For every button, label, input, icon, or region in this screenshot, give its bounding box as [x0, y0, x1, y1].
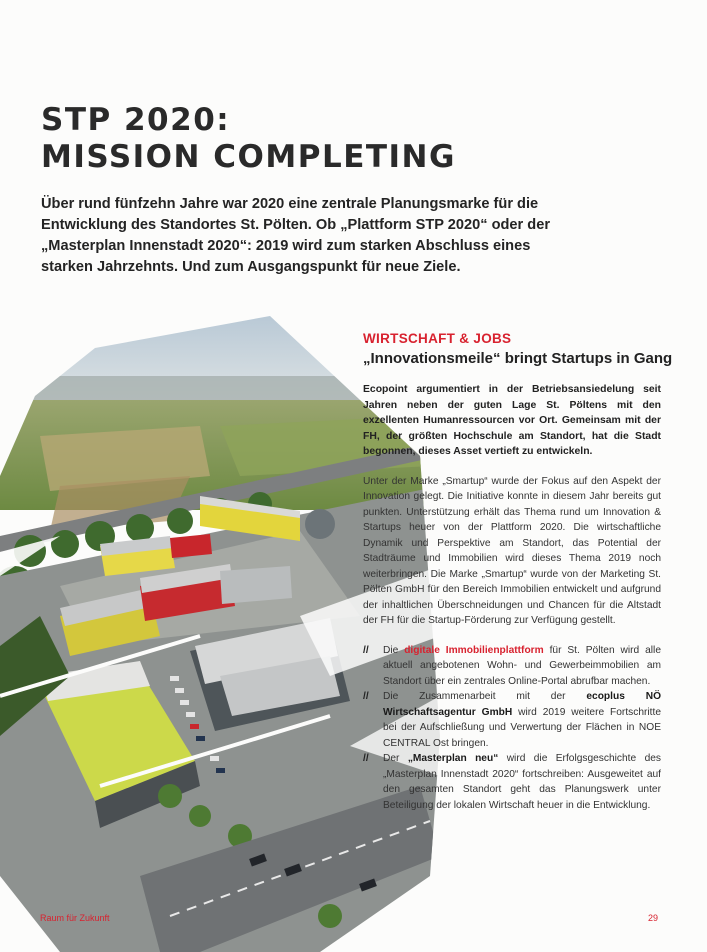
title-line-1: STP 2020: — [41, 102, 231, 138]
building-grey — [220, 566, 292, 604]
page-number: 29 — [648, 913, 659, 923]
sidebar-article — [363, 331, 673, 813]
footer-section-title: Raum für Zukunft — [40, 913, 110, 923]
bullet-list — [363, 643, 661, 814]
bullet-highlight: „Masterplan neu“ — [407, 753, 499, 765]
list-item: // Der „Masterplan neu“ wird die Erfolgsgeschichte des „Masterplan Innenstadt 2020“ fortschreiben: Ausgeweitet auf den gesamten Standort geht das Planungswerk unter Beteiligung der lokalen Wirtschaft heuer in die Entwicklung. — [363, 753, 661, 811]
bullet-mark: // — [363, 691, 369, 703]
list-item: // Die Zusammenarbeit mit der ecoplus NÖ Wirtschaftsagentur GmbH wird 2019 weitere Fortschritte bei der Aufschließung und Verwertung der Flächen in NOE CENTRAL Ost bringen. — [363, 691, 661, 749]
article-body: Unter der Marke „Smartup“ wurde der Fokus auf den Aspekt der Innovation gelegt. Die Initiative konnte in diesem Jahr bereits gut punkten. Unterstützung erhält das Thema rund um Innovation & Startups heuer von der Plattform 2020. Die wirtschaftliche Dynamik und Perspektive am Standort, das Potential der Stadträume und Immobilien wird dieses Thema 2019 noch weiterbringen. Die Marke „Smartup“ wurde von der Marketing St. Pölten GmbH für den Bereich Immobilien entwickelt und aufgrund der inhaltlichen Überschneidungen und Chancen für die Altstadt der FH für die Startup-Förderung zur Verfügung gestellt. — [363, 475, 661, 627]
round-building — [305, 509, 335, 539]
building-red — [170, 534, 212, 558]
page-title — [41, 102, 456, 176]
title-line-2: MISSION COMPLETING — [41, 139, 456, 175]
bullet-mark: // — [363, 644, 369, 656]
bullet-highlight: digitale Immobilienplattform — [404, 644, 544, 656]
list-item: // Die digitale Immobilienplattform für St. Pölten wird alle aktuell angebotenen Wohn- und Gewerbeimmobilien am Standort über ein zentrales Online-Portal abrufbar machen. — [363, 644, 661, 687]
lead-paragraph: Über rund fünfzehn Jahre war 2020 eine zentrale Planungsmarke für die Entwicklung des Standortes St. Pölten. Ob „Plattform STP 2020“ oder der „Masterplan Innenstadt 2020“: 2019 wird zum starken Abschluss eines starken Jahrzehnts. Und zum Ausgangspunkt für neue Ziele. — [41, 196, 550, 275]
bullet-highlight: ecoplus NÖ Wirtschaftsagentur GmbH — [383, 691, 661, 718]
article-subhead: „Innovationsmeile“ bringt Startups in Gang — [363, 350, 673, 367]
bullet-mark: // — [363, 753, 369, 765]
section-label: WIRTSCHAFT & JOBS — [363, 331, 512, 346]
article-intro: Ecopoint argumentiert in der Betriebsansiedelung seit Jahren neben der guten Lage St. Pöltens mit den exzellenten Humanressourcen vor Ort. Gemeinsam mit der FH, der größten Hochschule am Standort, hat die Stadt begonnen, dieses Asset vertieft zu entwickeln. — [363, 384, 661, 458]
